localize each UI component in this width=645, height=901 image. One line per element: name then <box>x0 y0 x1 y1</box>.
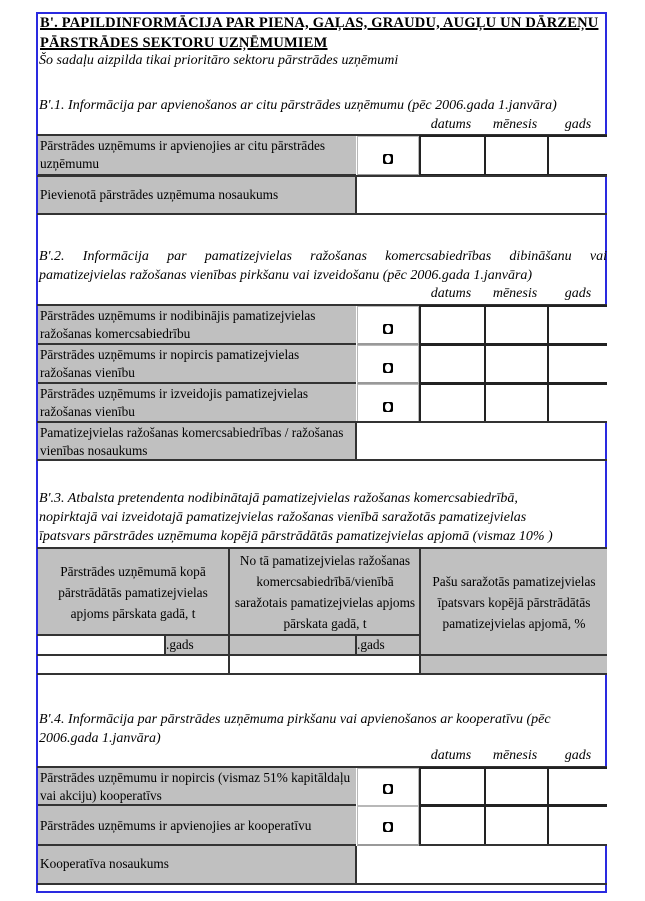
input-menesis[interactable] <box>484 767 547 806</box>
checkbox-cell[interactable] <box>357 384 419 423</box>
checkbox-merged[interactable] <box>383 154 393 164</box>
table-header-own-volume: No tā pamatizejvielas ražošanas komercsabiedrībā/vienībā saražotais pamatizejvielas apjoms pārskata gadā, t <box>230 549 420 635</box>
row-label-founded-company: Pārstrādes uzņēmums ir nodibinājis pamatizejvielas ražošanas komercsabiedrību <box>38 306 356 345</box>
checkbox-merged-with-cooperative[interactable] <box>383 822 393 832</box>
checkbox-created-unit[interactable] <box>383 402 393 412</box>
input-merged-company-name[interactable] <box>357 177 607 214</box>
checkbox-bought-by-cooperative[interactable] <box>383 784 393 794</box>
section2-heading-line2: pamatizejvielas ražošanas vienības pirkšanu vai izveidošanu (pēc 2006.gada 1.janvāra) <box>39 268 533 283</box>
col-header-datums: datums <box>430 286 472 301</box>
input-menesis[interactable] <box>484 383 547 423</box>
input-cooperative-name[interactable] <box>357 846 607 883</box>
section3-heading-line3: īpatsvars pārstrādes uzņēmuma kopējā pārstrādātās pamatizejvielas apjomā (vismaz 10% ) <box>39 529 553 544</box>
input-menesis[interactable] <box>484 135 547 176</box>
input-gads[interactable] <box>547 767 607 806</box>
checkbox-founded-company[interactable] <box>383 324 393 334</box>
input-gads[interactable] <box>547 305 607 345</box>
divider <box>37 673 607 675</box>
input-year-own[interactable] <box>230 636 355 654</box>
input-gads[interactable] <box>547 135 607 176</box>
row-label-bought-unit: Pārstrādes uzņēmums ir nopircis pamatizejvielas ražošanas vienību <box>38 345 356 384</box>
input-datums[interactable] <box>419 805 484 846</box>
checkbox-cell[interactable] <box>357 806 419 846</box>
section4-heading-line1: B'.4. Informācija par pārstrādes uzņēmuma pirkšanu vai apvienošanos ar kooperatīvu (pēc <box>39 712 551 727</box>
row-label-merged-company-name: Pievienotā pārstrādes uzņēmuma nosaukums <box>38 177 356 214</box>
input-gads[interactable] <box>547 344 607 384</box>
col-header-gads: gads <box>564 286 592 301</box>
year-suffix-label: .gads <box>166 636 228 654</box>
row-label-merged-with-cooperative: Pārstrādes uzņēmums ir apvienojies ar kooperatīvu <box>38 806 356 846</box>
row-label-created-unit: Pārstrādes uzņēmums ir izveidojis pamatizejvielas ražošanas vienību <box>38 384 356 423</box>
input-menesis[interactable] <box>484 805 547 846</box>
section2-heading-line1: B'.2. Informācija par pamatizejvielas ražošanas komercsabiedrības dibināšanu vai <box>39 249 607 264</box>
input-year-total[interactable] <box>38 636 164 654</box>
input-menesis[interactable] <box>484 344 547 384</box>
section1-heading: B'.1. Informācija par apvienošanos ar citu pārstrādes uzņēmumu (pēc 2006.gada 1.janvāra) <box>39 98 557 113</box>
col-header-datums: datums <box>430 748 472 763</box>
input-datums[interactable] <box>419 383 484 423</box>
checkbox-bought-unit[interactable] <box>383 363 393 373</box>
input-unit-name[interactable] <box>357 423 607 460</box>
input-gads[interactable] <box>547 805 607 846</box>
divider <box>37 883 607 885</box>
section3-heading-line2: nopirktajā vai izveidotajā pamatizejvielas ražošanas vienībā saražotās pamatizejvielas <box>39 510 527 525</box>
divider <box>37 213 607 215</box>
input-menesis[interactable] <box>484 305 547 345</box>
col-header-menesis: mēnesis <box>492 117 538 132</box>
section3-heading-line1: B'.3. Atbalsta pretendenta nodibinātajā pamatizejvielas ražošanas komercsabiedrībā, <box>39 491 518 506</box>
row-label-merged: Pārstrādes uzņēmums ir apvienojies ar citu pārstrādes uzņēmumu <box>38 136 356 176</box>
col-header-datums: datums <box>430 117 472 132</box>
col-header-menesis: mēnesis <box>492 748 538 763</box>
divider <box>37 459 607 461</box>
input-datums[interactable] <box>419 344 484 384</box>
row-label-cooperative-name: Kooperatīva nosaukums <box>38 846 356 883</box>
col-header-gads: gads <box>564 117 592 132</box>
table-header-share-percent: Pašu saražotās pamatizejvielas īpatsvars kopējā pārstrādātās pamatizejvielas apjomā, % <box>421 549 607 655</box>
row-label-unit-name: Pamatizejvielas ražošanas komercsabiedrības / ražošanas vienības nosaukums <box>38 423 356 460</box>
input-datums[interactable] <box>419 305 484 345</box>
section-subtitle: Šo sadaļu aizpilda tikai prioritāro sektoru pārstrādes uzņēmumi <box>39 53 399 68</box>
col-header-gads: gads <box>564 748 592 763</box>
input-gads[interactable] <box>547 383 607 423</box>
row-label-bought-by-cooperative: Pārstrādes uzņēmumu ir nopircis (vismaz 51% kapitāldaļu vai akciju) kooperatīvs <box>38 768 356 806</box>
checkbox-cell[interactable] <box>357 768 419 806</box>
checkbox-cell[interactable] <box>357 136 419 176</box>
input-datums[interactable] <box>419 767 484 806</box>
table-header-total-volume: Pārstrādes uzņēmumā kopā pārstrādātās pamatizejvielas apjoms pārskata gadā, t <box>38 549 228 635</box>
input-datums[interactable] <box>419 135 484 176</box>
year-suffix-label: .gads <box>357 636 419 654</box>
output-share-percent <box>421 656 607 673</box>
input-own-volume[interactable] <box>230 656 419 673</box>
section-title-line2: PĀRSTRĀDES SEKTORU UZŅĒMUMIEM <box>40 35 328 51</box>
col-header-menesis: mēnesis <box>492 286 538 301</box>
checkbox-cell[interactable] <box>357 345 419 384</box>
section-title-line1: B'. PAPILDINFORMĀCIJA PAR PIENA, GAĻAS, GRAUDU, AUGĻU UN DĀRZEŅU <box>40 15 599 31</box>
section4-heading-line2: 2006.gada 1.janvāra) <box>39 731 161 746</box>
checkbox-cell[interactable] <box>357 306 419 345</box>
input-total-volume[interactable] <box>38 656 228 673</box>
